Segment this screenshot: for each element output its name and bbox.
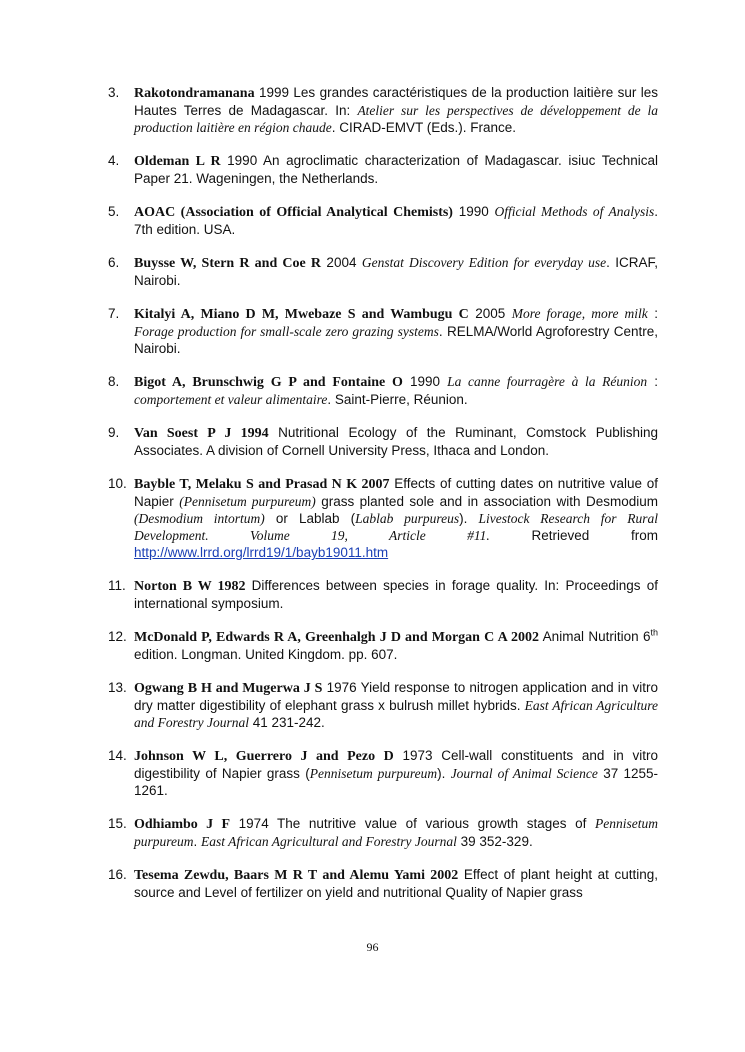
reference-item	[108, 424, 658, 459]
reference-item	[108, 305, 658, 357]
reference-authors: Buysse W, Stern R and Coe R	[134, 256, 322, 271]
reference-italic: La canne fourragère à la Réunion	[447, 374, 648, 389]
reference-italic: Journal of Animal Science	[450, 766, 598, 781]
reference-authors: Rakotondramanana	[134, 86, 255, 101]
reference-authors: Bigot A, Brunschwig G P and Fontaine O	[134, 375, 403, 390]
reference-item	[108, 152, 658, 187]
reference-text: .	[193, 834, 202, 849]
reference-italic: Livestock Research for Rural Development. Volume 19, Article #11.	[134, 511, 659, 543]
reference-italic: Official Methods of Analysis	[494, 204, 655, 219]
reference-authors: Tesema Zewdu, Baars M R T and Alemu Yami 2002	[134, 868, 459, 883]
reference-item	[108, 747, 658, 799]
reference-authors: Ogwang B H and Mugerwa J S	[134, 681, 323, 696]
reference-text: . RELMA/World Agroforestry Centre, Nairobi.	[134, 324, 658, 356]
reference-text: . CIRAD-EMVT (Eds.). France.	[331, 120, 516, 135]
reference-text: 1999 Les grandes caractéristiques de la production laitière sur les Hautes Terres de Madagascar. In:	[134, 85, 658, 118]
reference-item	[108, 373, 658, 408]
reference-number: 9.	[108, 425, 120, 440]
reference-text: ).	[437, 766, 451, 781]
reference-item	[108, 254, 658, 289]
reference-italic: Pennisetum purpureum	[309, 766, 438, 781]
reference-authors: Van Soest P J 1994	[134, 426, 269, 441]
reference-authors: Johnson W L, Guerrero J and Pezo D	[134, 749, 394, 764]
reference-text: Effect of plant height at cutting, source and Level of fertilizer on yield and nutritional Quality of Napier grass	[134, 867, 658, 900]
reference-item	[108, 84, 658, 136]
reference-number: 16.	[108, 867, 127, 882]
reference-number: 10.	[108, 476, 127, 491]
reference-text: 1990 An agroclimatic characterization of Madagascar. isiuc Technical Paper 21. Wageningen, the Netherlands.	[134, 153, 658, 186]
reference-italic: (Desmodium intortum)	[134, 511, 265, 526]
reference-list	[108, 84, 658, 917]
reference-text: 1990	[452, 204, 495, 219]
reference-authors: AOAC (Association of Official Analytical Chemists)	[134, 205, 453, 220]
reference-text: edition. Longman. United Kingdom. pp. 607.	[134, 647, 398, 662]
reference-number: 13.	[108, 680, 127, 695]
reference-text: ).	[459, 511, 479, 526]
reference-authors: Bayble T, Melaku S and Prasad N K 2007	[134, 477, 390, 492]
reference-italic: Forage production for small-scale zero grazing systems	[134, 324, 439, 339]
reference-number: 7.	[108, 306, 120, 321]
reference-italic: East African Agriculture and Forestry Journal	[134, 698, 658, 730]
reference-text: Animal Nutrition 6	[539, 629, 651, 644]
reference-number: 4.	[108, 153, 120, 168]
reference-italic: East African Agricultural and Forestry Journal	[201, 834, 457, 849]
reference-italic: Atelier sur les perspectives de développement de la production laitière en région chaude	[134, 103, 658, 135]
reference-text: Effects of cutting dates on nutritive value of Napier	[134, 476, 658, 509]
reference-text: 1973 Cell-wall constituents and in vitro digestibility of Napier grass (	[134, 748, 658, 781]
reference-item	[108, 203, 658, 238]
reference-text: grass planted sole and in association with Desmodium	[315, 494, 658, 509]
reference-text: Differences between species in forage quality. In: Proceedings of international symposium.	[134, 578, 659, 611]
superscript: th	[650, 627, 658, 638]
reference-text: . Saint-Pierre, Réunion.	[327, 392, 468, 407]
reference-text: . 7th edition. USA.	[134, 204, 658, 237]
reference-authors: Odhiambo J F	[134, 817, 231, 832]
reference-authors: McDonald P, Edwards R A, Greenhalgh J D and Morgan C A 2002	[134, 630, 540, 645]
reference-number: 6.	[108, 255, 120, 270]
reference-text: 37 1255-1261.	[134, 766, 659, 798]
reference-text: . ICRAF, Nairobi.	[134, 255, 659, 288]
reference-italic: More forage, more milk	[511, 306, 648, 321]
reference-number: 15.	[108, 816, 127, 831]
reference-text: Retrieved from	[489, 528, 659, 543]
reference-authors: Kitalyi A, Miano D M, Mwebaze S and Wambugu C	[134, 307, 469, 322]
reference-number: 8.	[108, 374, 120, 389]
reference-italic: Genstat Discovery Edition for everyday use	[361, 255, 607, 270]
reference-item	[108, 815, 658, 850]
reference-text: 39 352-329.	[456, 834, 533, 849]
reference-number: 5.	[108, 204, 120, 219]
reference-number: 14.	[108, 748, 127, 763]
reference-link[interactable]: http://www.lrrd.org/lrrd19/1/bayb19011.htm	[134, 545, 389, 560]
reference-italic: Lablab purpureus	[355, 511, 460, 526]
reference-italic: comportement et valeur alimentaire	[134, 392, 328, 407]
reference-authors: Oldeman L R	[134, 154, 221, 169]
reference-item	[108, 577, 658, 612]
reference-text: :	[647, 374, 658, 389]
reference-item	[108, 866, 658, 901]
reference-text: 41 231-242.	[249, 715, 325, 730]
reference-text: Nutritional Ecology of the Ruminant, Comstock Publishing Associates. A division of Cornell University Press, Ithaca and London.	[134, 425, 658, 458]
reference-text: 1976 Yield response to nitrogen application and in vitro dry matter digestibility of elephant grass x bulrush millet hybrids.	[134, 680, 658, 713]
reference-text: 1990	[402, 374, 448, 389]
reference-number: 12.	[108, 629, 127, 644]
reference-text: :	[647, 306, 658, 321]
reference-authors: Norton B W 1982	[134, 579, 246, 594]
reference-item	[108, 679, 658, 731]
reference-text: 2004	[321, 255, 362, 270]
reference-italic: Pennisetum purpureum	[134, 816, 658, 849]
reference-item	[108, 475, 658, 561]
page-number: 96	[366, 940, 379, 954]
reference-item	[108, 628, 658, 663]
reference-italic: (Pennisetum purpureum)	[179, 494, 316, 509]
reference-number: 11.	[108, 578, 126, 593]
reference-text: or Lablab (	[264, 511, 356, 526]
reference-number: 3.	[108, 85, 120, 100]
reference-text: 2005	[468, 306, 512, 321]
reference-text: 1974 The nutritive value of various growth stages of	[230, 816, 595, 831]
